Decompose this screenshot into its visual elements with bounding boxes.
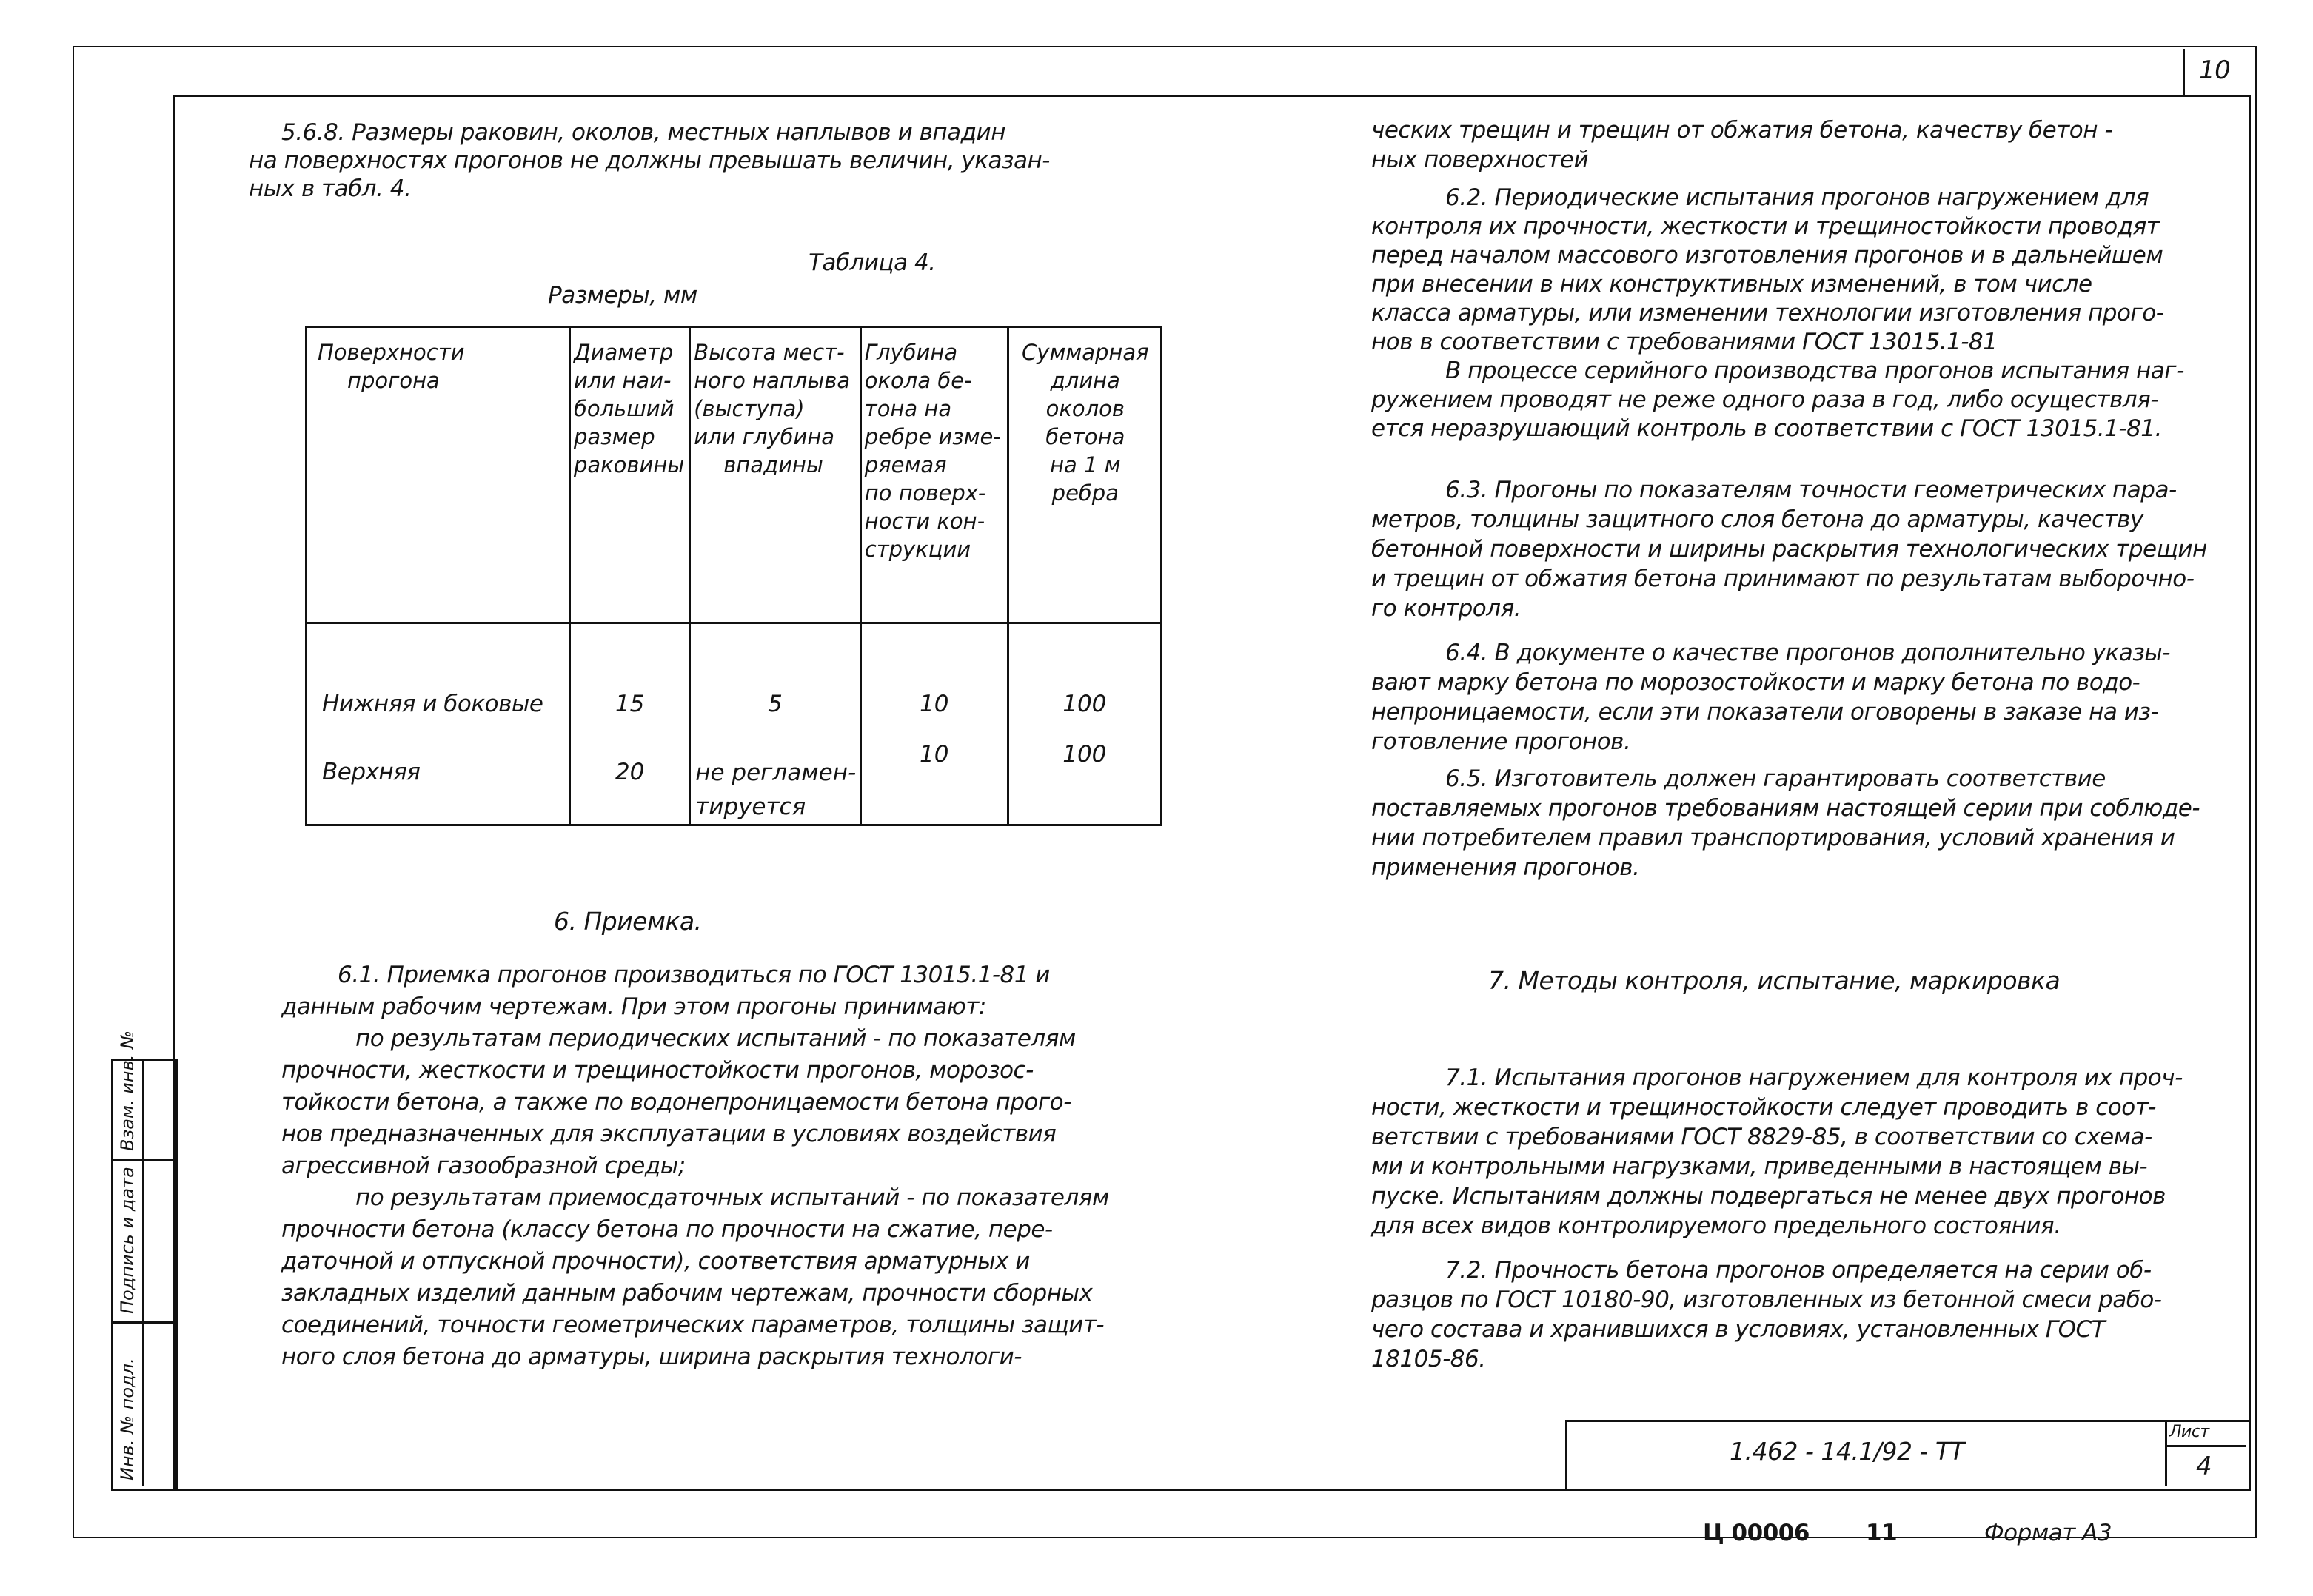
text-line: 18105-86. <box>1371 1346 1486 1372</box>
section-6-5 <box>1371 764 2200 882</box>
page-number: 10 <box>2199 56 2231 85</box>
section-7-title: 7. Методы контроля, испытание, маркировка <box>1488 966 2061 995</box>
text-line: 6.3. Прогоны по показателям точности геометрических пара- <box>1445 477 2177 503</box>
header-text: ного наплыва <box>694 368 851 393</box>
text-line: ного слоя бетона до арматуры, ширина раскрытия технологи- <box>281 1344 1022 1370</box>
section-7-2 <box>1371 1255 2161 1374</box>
text-line: по результатам приемосдаточных испытаний - по показателям <box>355 1184 1109 1211</box>
value-diameter-bottom: 15 <box>615 691 645 717</box>
sheet-label: Лист <box>2169 1423 2209 1441</box>
text-line: даточной и отпускной прочности), соответствия арматурных и <box>281 1248 1030 1275</box>
header-text: струкции <box>864 537 971 562</box>
header-text: (выступа) <box>694 396 805 421</box>
text-line: метров, толщины защитного слоя бетона до арматуры, качеству <box>1371 506 2143 533</box>
continuation-text <box>1371 115 2112 175</box>
header-text: по поверх- <box>864 480 986 506</box>
text-line: агрессивной газообразной среды; <box>281 1153 686 1179</box>
header-cell-total <box>1008 327 1161 623</box>
text-line: чего состава и хранившихся в условиях, установленных ГОСТ <box>1371 1316 2106 1343</box>
header-text: Диаметр <box>573 340 674 365</box>
value-height-top: не регламен- <box>695 760 857 786</box>
value-depth-bottom: 10 <box>919 691 949 717</box>
header-text: ребра <box>1051 480 1119 506</box>
header-text: окола бе- <box>864 368 972 393</box>
text-line: прочности бетона (классу бетона по прочности на сжатие, пере- <box>281 1216 1053 1243</box>
text-line: вают марку бетона по морозостойкости и марку бетона по водо- <box>1371 669 2140 696</box>
text-line: ности, жесткости и трещиностойкости следует проводить в соот- <box>1371 1094 2156 1121</box>
header-text: впадины <box>723 452 823 477</box>
value-diameter-top: 20 <box>615 759 645 785</box>
format-label: Формат А3 <box>1984 1520 2112 1546</box>
header-text: Поверхности <box>318 340 465 365</box>
value-depth-top: 10 <box>919 741 949 768</box>
text-line: нов предназначенных для эксплуатации в условиях воздействия <box>281 1121 1057 1147</box>
table-cell <box>860 623 1008 825</box>
section-6-3 <box>1371 475 2207 623</box>
header-text: больший <box>573 396 675 421</box>
copy-number: 11 <box>1866 1520 1898 1546</box>
table-cell <box>690 623 861 825</box>
header-text: тона на <box>864 396 952 421</box>
text-line: В процессе серийного производства прогонов испытания наг- <box>1445 358 2184 384</box>
header-text: ряемая <box>864 452 947 477</box>
value-total-top: 100 <box>1062 741 1107 768</box>
text-line: соединений, точности геометрических параметров, толщины защит- <box>281 1312 1105 1338</box>
text-line: поставляемых прогонов требованиям настоящей серии при соблюде- <box>1371 795 2200 822</box>
header-cell-surface <box>307 327 570 623</box>
header-text: длина <box>1050 368 1120 393</box>
text-line: нов в соответствии с требованиями ГОСТ 13015.1-81 <box>1371 329 1998 355</box>
sign-date-label: Подпись и дата <box>117 1167 138 1314</box>
row-label-bottom-side: Нижняя и боковые <box>322 691 543 717</box>
section-6-title: 6. Приемка. <box>554 907 702 936</box>
header-text: на 1 м <box>1050 452 1121 477</box>
section-5-6-8 <box>249 118 1050 203</box>
text-line: на поверхностях прогонов не должны превышать величин, указан- <box>249 147 1050 174</box>
text-line: ных в табл. 4. <box>249 175 412 202</box>
table-cell <box>1008 623 1161 825</box>
text-line: бетонной поверхности и ширины раскрытия технологических трещин <box>1371 536 2207 563</box>
header-text: ности кон- <box>864 509 985 534</box>
title-block-divider <box>2165 1420 2167 1486</box>
text-line: при внесении в них конструктивных изменений, в том числе <box>1371 271 2092 298</box>
header-text: Высота мест- <box>694 340 845 365</box>
section-7-1 <box>1371 1063 2183 1241</box>
text-line: пуске. Испытаниям должны подвергаться не менее двух прогонов <box>1371 1183 2166 1210</box>
header-text: или глубина <box>694 424 835 449</box>
row-label-top: Верхняя <box>322 759 421 785</box>
sheet-number: 4 <box>2196 1452 2212 1481</box>
text-line: применения прогонов. <box>1371 854 1640 881</box>
text-line: по результатам периодических испытаний - по показателям <box>355 1025 1076 1052</box>
defects-table <box>305 326 1162 826</box>
text-line: ных поверхностей <box>1371 147 1589 173</box>
text-line: го контроля. <box>1371 595 1522 622</box>
text-line: 7.1. Испытания прогонов нагружением для контроля их проч- <box>1445 1064 2183 1091</box>
value-height-top-cont: тируется <box>695 794 806 820</box>
section-6-1 <box>281 959 1109 1373</box>
text-line: закладных изделий данным рабочим чертежам, прочности сборных <box>281 1280 1093 1307</box>
header-cell-diameter <box>569 327 689 623</box>
text-line: контроля их прочности, жесткости и трещиностойкости проводят <box>1371 213 2160 240</box>
header-text: раковины <box>573 452 685 477</box>
table-cell <box>569 623 689 825</box>
header-text: Суммарная <box>1022 340 1149 365</box>
table-title: Таблица 4. <box>809 249 936 276</box>
text-line: разцов по ГОСТ 10180-90, изготовленных из бетонной смеси рабо- <box>1371 1287 2162 1313</box>
text-line: 6.5. Изготовитель должен гарантировать соответствие <box>1445 765 2106 792</box>
header-cell-depth <box>860 327 1008 623</box>
text-line: прочности, жесткости и трещиностойкости прогонов, морозос- <box>281 1057 1034 1084</box>
table-units: Размеры, мм <box>548 282 697 309</box>
header-text: Глубина <box>864 340 958 365</box>
text-line: данным рабочим чертежам. При этом прогоны принимают: <box>281 993 986 1020</box>
text-line: ческих трещин и трещин от обжатия бетона, качеству бетон - <box>1371 117 2113 144</box>
text-line: 6.2. Периодические испытания прогонов нагружением для <box>1445 184 2149 211</box>
text-line: готовление прогонов. <box>1371 728 1631 755</box>
value-height-bottom: 5 <box>768 691 783 717</box>
document-code: 1.462 - 14.1/92 - ТТ <box>1730 1437 1965 1466</box>
text-line: тойкости бетона, а также по водонепроницаемости бетона прого- <box>281 1089 1071 1116</box>
section-6-2 <box>1371 184 2184 443</box>
text-line: непроницаемости, если эти показатели оговорены в заказе на из- <box>1371 699 2159 725</box>
header-text: прогона <box>347 368 440 393</box>
header-text: размер <box>573 424 655 449</box>
side-stamp-divider <box>142 1059 144 1486</box>
table-cell <box>307 623 570 825</box>
text-line: нии потребителем правил транспортирования, условий хранения и <box>1371 825 2175 851</box>
text-line: 7.2. Прочность бетона прогонов определяется на серии об- <box>1445 1257 2152 1284</box>
header-text: бетона <box>1045 424 1125 449</box>
header-text: ребре изме- <box>864 424 1001 449</box>
text-line: ружением проводят не реже одного раза в год, либо осуществля- <box>1371 386 2159 413</box>
text-line: перед началом массового изготовления прогонов и в дальнейшем <box>1371 242 2163 269</box>
header-cell-height <box>690 327 861 623</box>
text-line: класса арматуры, или изменении технологии изготовления прого- <box>1371 300 2164 326</box>
section-6-4 <box>1371 638 2170 757</box>
replace-inv-label: Взам. инв. № <box>117 1030 138 1151</box>
header-text: или наи- <box>573 368 672 393</box>
text-line: 6.1. Приемка прогонов производиться по ГОСТ 13015.1-81 и <box>338 962 1050 988</box>
text-line: ветствии с требованиями ГОСТ 8829-85, в соответствии со схема- <box>1371 1124 2152 1150</box>
inv-number-label: Инв. № подл. <box>117 1358 138 1481</box>
archive-code: Ц 00006 <box>1703 1520 1810 1546</box>
side-stamp-divider <box>111 1321 173 1324</box>
header-text: околов <box>1045 396 1125 421</box>
text-line: ми и контрольными нагрузками, приведенными в настоящем вы- <box>1371 1153 2148 1180</box>
text-line: и трещин от обжатия бетона принимают по результатам выборочно- <box>1371 566 2195 592</box>
text-line: для всех видов контролируемого предельного состояния. <box>1371 1213 2061 1239</box>
text-line: 6.4. В документе о качестве прогонов дополнительно указы- <box>1445 640 2170 666</box>
text-line: 5.6.8. Размеры раковин, околов, местных наплывов и впадин <box>281 119 1005 146</box>
value-total-bottom: 100 <box>1062 691 1107 717</box>
text-line: ется неразрушающий контроль в соответствии с ГОСТ 13015.1-81. <box>1371 415 2162 442</box>
side-stamp-divider <box>111 1159 173 1161</box>
